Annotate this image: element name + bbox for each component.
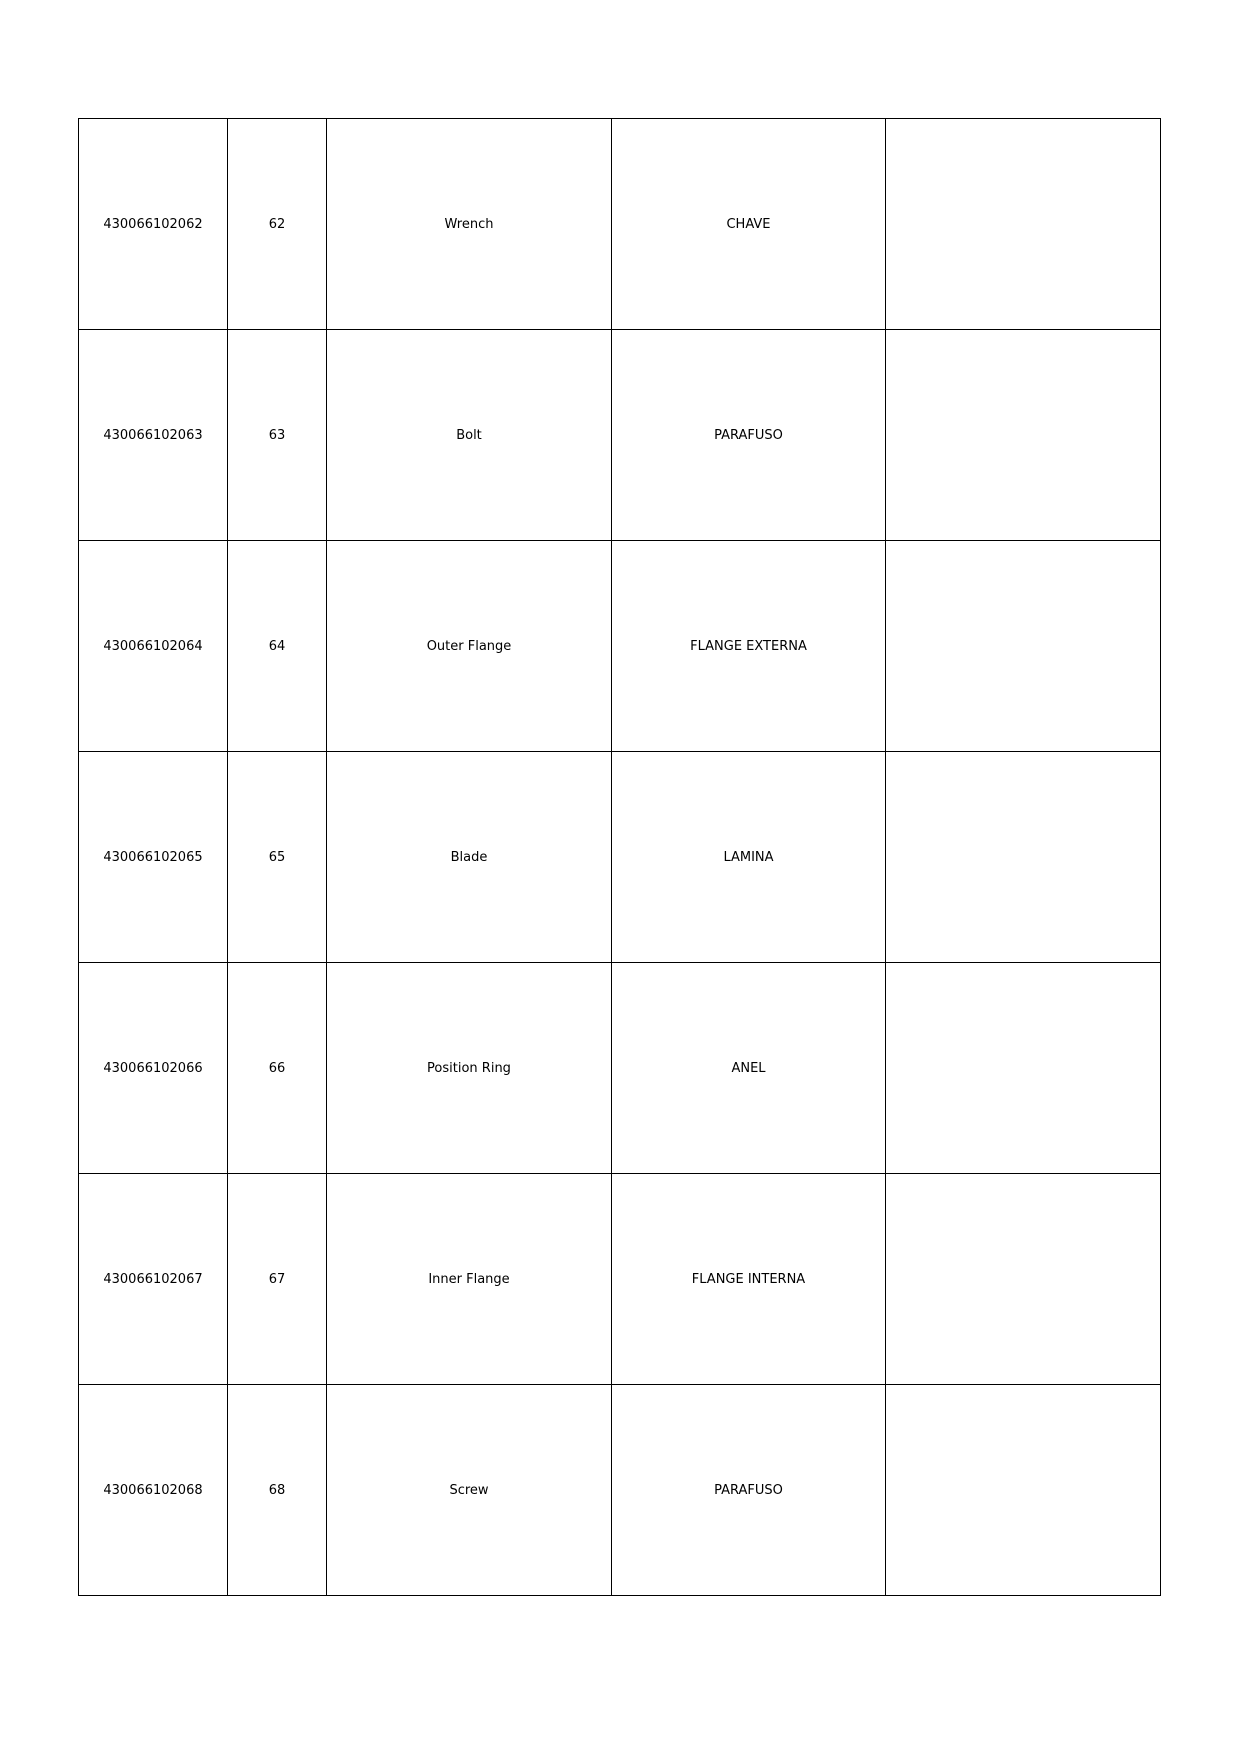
part-code-cell: 430066102068 xyxy=(79,1385,228,1596)
parts-table xyxy=(78,118,1161,1596)
portuguese-name-cell: ANEL xyxy=(612,963,886,1174)
portuguese-name-cell: PARAFUSO xyxy=(612,330,886,541)
blank-cell xyxy=(886,330,1161,541)
table-row xyxy=(79,119,1161,330)
table-row xyxy=(79,752,1161,963)
ref-number-cell: 65 xyxy=(228,752,327,963)
ref-number-cell: 66 xyxy=(228,963,327,1174)
part-code-cell: 430066102063 xyxy=(79,330,228,541)
ref-number-cell: 63 xyxy=(228,330,327,541)
ref-number-cell: 64 xyxy=(228,541,327,752)
english-name-cell: Screw xyxy=(327,1385,612,1596)
table-row xyxy=(79,330,1161,541)
table-row xyxy=(79,963,1161,1174)
blank-cell xyxy=(886,541,1161,752)
blank-cell xyxy=(886,963,1161,1174)
table-row xyxy=(79,1385,1161,1596)
english-name-cell: Wrench xyxy=(327,119,612,330)
table-row xyxy=(79,541,1161,752)
portuguese-name-cell: PARAFUSO xyxy=(612,1385,886,1596)
english-name-cell: Outer Flange xyxy=(327,541,612,752)
english-name-cell: Position Ring xyxy=(327,963,612,1174)
blank-cell xyxy=(886,752,1161,963)
part-code-cell: 430066102062 xyxy=(79,119,228,330)
part-code-cell: 430066102064 xyxy=(79,541,228,752)
blank-cell xyxy=(886,1385,1161,1596)
part-code-cell: 430066102067 xyxy=(79,1174,228,1385)
ref-number-cell: 67 xyxy=(228,1174,327,1385)
ref-number-cell: 62 xyxy=(228,119,327,330)
blank-cell xyxy=(886,1174,1161,1385)
english-name-cell: Bolt xyxy=(327,330,612,541)
ref-number-cell: 68 xyxy=(228,1385,327,1596)
blank-cell xyxy=(886,119,1161,330)
part-code-cell: 430066102065 xyxy=(79,752,228,963)
english-name-cell: Inner Flange xyxy=(327,1174,612,1385)
portuguese-name-cell: LAMINA xyxy=(612,752,886,963)
table-row xyxy=(79,1174,1161,1385)
portuguese-name-cell: FLANGE INTERNA xyxy=(612,1174,886,1385)
portuguese-name-cell: CHAVE xyxy=(612,119,886,330)
part-code-cell: 430066102066 xyxy=(79,963,228,1174)
english-name-cell: Blade xyxy=(327,752,612,963)
portuguese-name-cell: FLANGE EXTERNA xyxy=(612,541,886,752)
